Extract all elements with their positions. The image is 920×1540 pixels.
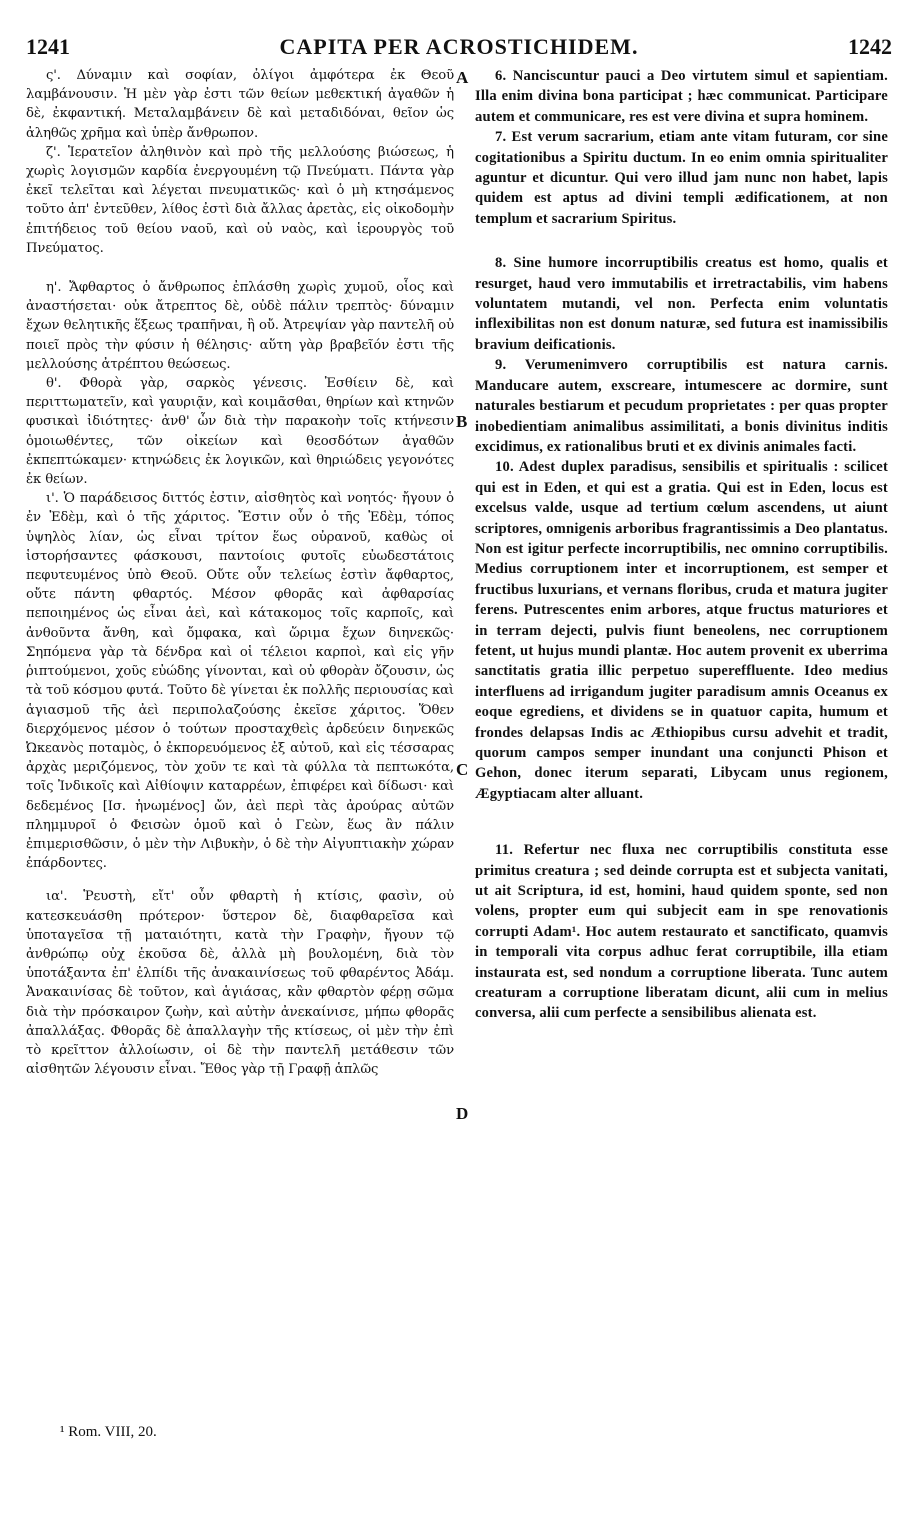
greek-paragraph-6: ς'. Δύναμιν καὶ σοφίαν, ὀλίγοι ἀμφότερα ἐκ Θεοῦ λαμβάνουσιν. Ἡ μὲν γὰρ ἐστι τῶν θείων μεθεκτική ἀγαθῶν ἡ δὲ, ἐκφαντική. Μεταλαμβάνειν δὲ καὶ μεταδιδόναι, θεῖον ὡς ἀληθῶς χρῆμα καὶ ὑπὲρ ἄνθρωπον. <box>26 68 454 141</box>
latin-paragraph-11: 11. Refertur nec fluxa nec corruptibilis constituta esse primitus creatura ; sed deinde corrupta est et subjecta vanitati, ut ait Scriptura, id est, homini, haud quidem sponte, sed non volens, propter eum qui subjecit eam in spe renovationis corrupti Adam¹. Hoc autem restaurato et sanctificato, quamvis in temporali vita corpus adhuc ferat corruptibile, illa etiam instaurata est, sed nondum a corruptione liberata. Tunc autem creaturam a corruptione liberatam dicunt, alii cum in melius conversa, alii cum perfecte a sensibilibus alienata est. <box>475 842 888 1022</box>
greek-paragraph-11: ια'. Ῥευστὴ, εἴτ' οὖν φθαρτὴ ἡ κτίσις, φασὶν, οὐ κατεσκευάσθη πρότερον· ὕστερον δὲ, διαφθαρεῖσα καὶ ὑποταγεῖσα τῇ ματαιότητι, κατὰ τὴν Γραφὴν, ἤγουν τῷ ἀνθρώπῳ οὐχ ἑκοῦσα δὲ, ἀλλὰ μὴ βουλομένη, διὰ τὸν ὑποτάξαντα ἐπ' ἐλπίδι τῆς ἀνακαινίσεως τοῦ φθαρέντος Ἀδάμ. Ἀνακαινίσας δὲ τοῦτον, καὶ ἁγιάσας, κἂν φθαρτὸν φέρῃ σῶμα διὰ τὴν πρόσκαιρον ζωὴν, καὶ αὐτὴν ἀνεκαίνισε, μήπω φθορᾶς ἀπαλλάξας. Φθορᾶς δὲ ἀπαλλαγὴν τῆς κτίσεως, οἱ μὲν τὴν ἐπὶ τὸ κρεῖττον ἀλλοίωσιν, οἱ δὲ τὴν παντελῆ μετάθεσιν τῶν αἰσθητῶν λέγουσιν εἶναι. Ἔθος γὰρ τῇ Γραφῇ ἁπλῶς <box>26 889 454 1078</box>
latin-paragraph-10: 10. Adest duplex paradisus, sensibilis et spiritualis : scilicet qui est in Eden, et qui est a gratia. Qui est in Eden, locus est excelsus valde, usque ad tertium cœlum ascendens, ut aiunt scriptores, omnigenis arboribus fragrantissimis a Deo plantatus. Non est igitur perfecte incorruptibilis, nec omnino corruptibilis. Medius corruptionem inter et incorruptionem, est semper et fructibus luxurians, et vernans floribus, cruda et matura jugiter ferens. Putrescentes enim arbores, atque fructus maturiores et in terram dejecti, pulvis fiunt beneolens, nec corruptionem fetent, ut hujus mundi plantæ. Hoc autem provenit ex uberrima sanctitatis gratia illic perpetuo supereffluente. Ideo medius interfluens ad irrigandum jugiter paradisum amnis Oceanus ex eoque egrediens, et dividens se in quatuor capita, humum et frondes delapsas Indis ac Æthiopibus cursu advehit et tradit, quorum campos semper inundant una conjuncti Phison et Gehon, donec iterum separati, Libycam unus regionem, Ægyptiacam alter alluant. <box>475 459 888 802</box>
latin-column <box>475 66 888 1024</box>
latin-paragraph-8: 8. Sine humore incorruptibilis creatus est homo, qualis et resurget, haud vero immutabilis et irretractabilis, vim habens voluntatem mutandi, vel non. Perfecta enim voluntatis inflexibilitas non est donum naturæ, sed futura est inamissibilis bravium deificationis. <box>475 255 888 353</box>
running-header <box>26 34 892 64</box>
margin-mark-c: C <box>456 760 469 779</box>
greek-paragraph-9: θ'. Φθορὰ γὰρ, σαρκὸς γένεσις. Ἐσθίειν δὲ, καὶ περιττωματεῖν, καὶ γαυριᾷν, καὶ κοιμᾶσθαι, θηρίων καὶ κτηνῶν φυσικαὶ ἰδιότητες· ἀνθ' ὧν διὰ τὴν παρακοὴν τοῖς κτήνεσιν ὁμοιωθέντες, τῶν οἰκείων καὶ θεοσδότων ἀγαθῶν ἐκπεπτώκαμεν· κτηνώδεις ἐκ λογικῶν, καὶ θηριώδεις γεγονότες ἐκ θείων. <box>26 376 454 488</box>
latin-paragraph-6: 6. Nanciscuntur pauci a Deo virtutem simul et sapientiam. Illa enim divina bona participat ; hæc communicat. Participare autem et communicare, res est vere divina et supra hominem. <box>475 68 888 125</box>
greek-paragraph-10: ι'. Ὁ παράδεισος διττός ἐστιν, αἰσθητὸς καὶ νοητός· ἤγουν ὁ ἐν Ἐδὲμ, καὶ ὁ τῆς χάριτος. Ἔστιν οὖν ὁ τῆς Ἐδὲμ, τόπος ὑψηλὸς λίαν, ὡς εἶναι τρίτον ἕως οὐρανοῦ, καθὼς οἱ ἱστορήσαντες φάσκουσι, παντοίοις φυτοῖς εὐωδεστάτοις πεφυτευμένος ὑπὸ Θεοῦ. Οὔτε οὖν τελείως ἐστὶν ἄφθαρτος, οὔτε πάντη φθαρτός. Μέσον φθορᾶς καὶ ἀφθαρσίας πεποιημένος ὡς εἶναι ἀεὶ, καὶ κάτακομος τοῖς καρποῖς, καὶ ἀνθοῦντα ἄνθη, καὶ ὄμφακα, καὶ ὥριμα ἔχων διηνεκῶς· Σηπόμενα γὰρ τὰ δένδρα καὶ οἱ τέλειοι καρποὶ, καὶ εἰς γῆν ῥιπτούμενοι, χοῦς εὐώδης γίνονται, καὶ οὐ φθορὰν ὄζουσιν, ὡς τὰ τοῦ κόσμου φυτά. Τοῦτο δὲ γίνεται ἐκ πολλῆς περιουσίας καὶ ἁγιασμοῦ τῆς ἀεὶ περιπολαζούσης ἐκεῖσε χάριτος. Ὅθεν διερχόμενος μέσον ὁ τούτων προσταχθεὶς ἀρδεύειν διηνεκῶς Ὠκεανὸς ποταμὸς, ὁ ἐκπορευόμενος ἐξ αὐτοῦ, καὶ εἰς τέσσαρας ἀρχὰς μεριζόμενος, τὸν χοῦν τε καὶ τὰ φύλλα τὰ πεπτωκότα, τοῖς Ἰνδικοῖς καὶ Αἰθίοψιν καταρρέων, ἐπιφέρει καὶ δίδωσι· καὶ δεδεμένος [Ισ. ἡνωμένος] ὤν, ἀεὶ περὶ τὰς ἀρούρας αὐτῶν πλημμυροῖ ὁ Φεισὼν ὁμοῦ καὶ ὁ Γεὼν, ἕως ἂν πάλιν ἐπιμερισθῶσιν, ὁ μὲν τὴν Λιβυκὴν, ὁ δὲ τὴν Αἰγυπτιακὴν χώραν ἐπάρδοντες. <box>26 491 454 872</box>
latin-paragraph-9: 9. Verumenimvero corruptibilis est natura carnis. Manducare autem, exscreare, intumescere ac dormire, sunt naturales bestiarum et pecudum proprietates : per quas propter inobedientiam animalibus assimilitati, a bonis divinitus inditis excidimus, ex rationalibus bruti et ex divinis animales facti. <box>475 357 888 455</box>
greek-paragraph-8: η'. Ἄφθαρτος ὁ ἄνθρωπος ἐπλάσθη χωρὶς χυμοῦ, οἷος καὶ ἀναστήσεται· οὐκ ἄτρεπτος δὲ, οὐδὲ πάλιν τρεπτὸς· δύναμιν ἔχων θελητικῆς ἕξεως τραπῆναι, ἢ οὔ. Ἀτρεψίαν γὰρ παντελῆ οὐ ποιεῖ πρὸς τὴν φύσιν ἡ θέλησις· αὕτη γὰρ βραβεῖόν ἐστι τῆς μελλούσης ἀτρέπτου θεώσεως. <box>26 280 454 372</box>
greek-paragraph-7: ζ'. Ἱερατεῖον ἀληθινὸν καὶ πρὸ τῆς μελλούσης βιώσεως, ἡ χωρὶς λογισμῶν καρδία ἐνεργουμένη τῷ Πνεύματι. Πάντα γὰρ ἐκεῖ τελεῖται καὶ λέγεται πνευματικῶς· καὶ ὁ μὴ κτησάμενος τοῦτο ἀπ' ἐντεῦθεν, λίθος ἐστὶ διὰ ἄλλας ἀρετὰς, εἰς οἰκοδομὴν ἐπιτήδειος τοῦ θείου ναοῦ, καὶ οὐ ναὸς, καὶ ἱερουργὸς τοῦ Πνεύματος. <box>26 144 454 256</box>
footnote: ¹ Rom. VIII, 20. <box>60 1424 157 1440</box>
greek-column <box>26 66 454 1079</box>
running-title: CAPITA PER ACROSTICHIDEM. <box>279 34 639 59</box>
margin-mark-d: D <box>456 1104 469 1123</box>
page-number-right: 1242 <box>848 34 892 59</box>
margin-mark-b: B <box>456 412 468 431</box>
latin-paragraph-7: 7. Est verum sacrarium, etiam ante vitam futuram, cor sine cogitationibus a Spiritu ductum. In eo enim omnia spiritualiter aguntur et dicuntur. Qui vero illud jam nunc non habet, lapis quidem est aptus ad divini templi ædificationem, at non templum et sacrarium Spiritus. <box>475 129 888 227</box>
page-number-left: 1241 <box>26 34 70 59</box>
margin-mark-a: A <box>456 68 469 87</box>
